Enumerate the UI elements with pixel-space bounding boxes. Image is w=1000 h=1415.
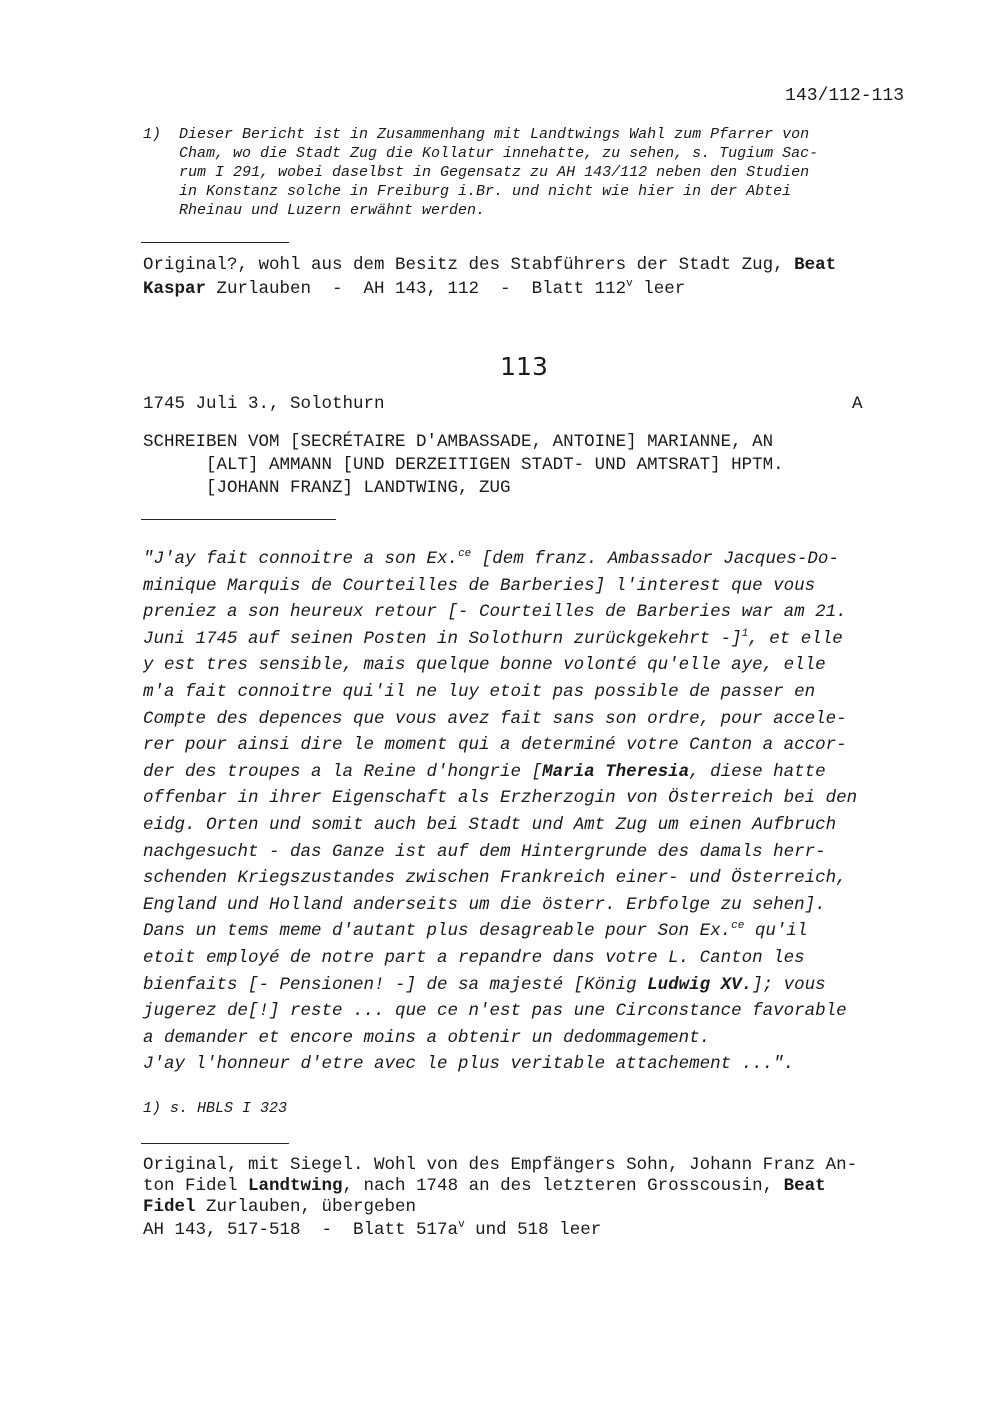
verso-mark: v [458,1219,465,1231]
previous-source-note [143,253,836,301]
verso-mark: v [626,278,633,290]
person-name-bold: Ludwig XV. [647,974,753,995]
letter-line: eidg. Orten und somit auch bei Stadt und Amt Zug um einen Aufbruch [143,814,837,835]
date-place: 1745 Juli 3., Solothurn [143,394,385,414]
person-name-bold: Landtwing [248,1176,343,1196]
letter-line: nachgesucht - das Ganze ist auf dem Hintergrunde des damals herr- [143,841,826,862]
previous-footnote-line: rum I 291, wobei daselbst in Gegensatz zu AH 143/112 neben den Studien [179,164,810,181]
letter-line: Compte des depences que vous avez fait sans son ordre, pour accele- [143,708,847,729]
letter-line: Dans un tems meme d'autant plus desagreable pour Son Ex.$^{ce}$ qu'il [143,920,808,942]
document-number: 113 [500,352,548,381]
previous-footnote-marker: 1) [143,126,162,143]
person-name-bold: Fidel [143,1197,196,1217]
previous-footnote-line: Dieser Bericht ist in Zusammenhang mit Landtwings Wahl zum Pfarrer von [179,126,810,143]
source-text: leer [632,279,686,299]
letter-line: a demander et encore moins a obtenir un dedommagement. [143,1027,711,1048]
title-line: [JOHANN FRANZ] LANDTWING, ZUG [143,478,511,498]
source-note [143,1155,857,1241]
separator-rule [141,1143,289,1144]
letter-line: Juni 1745 auf seinen Posten in Solothurn zurückgekehrt -]$^1$, et elle [143,627,843,649]
letter-line: jugerez de[!] reste ... que ce n'est pas une Circonstance favorable [143,1001,847,1022]
letter-line: J'ay l'honneur d'etre avec le plus veritable attachement ...". [143,1054,795,1075]
letter-line: bienfaits [- Pensionen! -] de sa majesté [König Ludwig XV.]; vous [143,974,826,995]
letter-line: minique Marquis de Courteilles de Barberies] l'interest que vous [143,575,816,596]
classification-letter: A [852,394,863,414]
title-line: [ALT] AMMANN [UND DERZEITIGEN STADT- UND AMTSRAT] HPTM. [143,455,784,475]
previous-footnote-line: Rheinau und Luzern erwähnt werden. [179,202,486,219]
letter-line: offenbar in ihrer Eigenschaft als Erzherzogin von Österreich bei den [143,788,858,809]
letter-line: m'a fait connoitre qui'il ne luy etoit pas possible de passer en [143,681,816,702]
source-line: Original, mit Siegel. Wohl von des Empfängers Sohn, Johann Franz An- [143,1155,858,1175]
footnote-reference: 1 [741,627,749,640]
letter-line: schenden Kriegszustandes zwischen Frankreich einer- und Österreich, [143,868,847,889]
title-line: SCHREIBEN VOM [SECRÉTAIRE D'AMBASSADE, ANTOINE] MARIANNE, AN [143,432,774,452]
previous-footnote-line: in Konstanz solche in Freiburg i.Br. und nicht wie hier in der Abtei [179,183,792,200]
letter-line: der des troupes a la Reine d'hongrie [Maria Theresia, diese hatte [143,761,826,782]
previous-footnote-line: Cham, wo die Stadt Zug die Kollatur innehatte, zu sehen, s. Tugium Sac- [179,145,819,162]
letter-line: preniez a son heureux retour [- Courteilles de Barberies war am 21. [143,602,847,623]
page-reference: 143/112-113 [785,86,904,106]
person-name-bold: Maria Theresia [542,761,690,782]
source-name-bold: Beat [794,255,837,275]
letter-line: y est tres sensible, mais quelque bonne volonté qu'elle aye, elle [143,655,826,676]
source-text: Original?, wohl aus dem Besitz des Stabführers der Stadt Zug, [143,255,795,275]
footnote: 1) s. HBLS I 323 [143,1100,288,1117]
document-title [143,431,784,500]
source-text: Zurlauben - AH 143, 112 - Blatt 112 [206,279,627,299]
letter-line: etoit employé de notre part a repandre dans votre L. Canton les [143,947,805,968]
person-name-bold: Beat [783,1176,826,1196]
separator-rule [141,242,289,243]
letter-body [143,546,857,1078]
source-name-bold: Kaspar [143,279,207,299]
source-line: ton Fidel Landtwing, nach 1748 an des letzteren Grosscousin, Beat [143,1176,826,1196]
source-line: AH 143, 517-518 - Blatt $517a^v$ und 518 leer [143,1219,602,1240]
letter-line: rer pour ainsi dire le moment qui a determiné votre Canton a accor- [143,735,847,756]
source-line: Fidel Zurlauben, übergeben [143,1197,417,1217]
letter-line: England und Holland anderseits um die österr. Erbfolge zu sehen]. [143,894,826,915]
separator-rule [141,519,336,520]
letter-line: "J'ay fait connoitre a son Ex.$^{ce}$ [dem franz. Ambassador Jacques-Do- [143,548,839,569]
